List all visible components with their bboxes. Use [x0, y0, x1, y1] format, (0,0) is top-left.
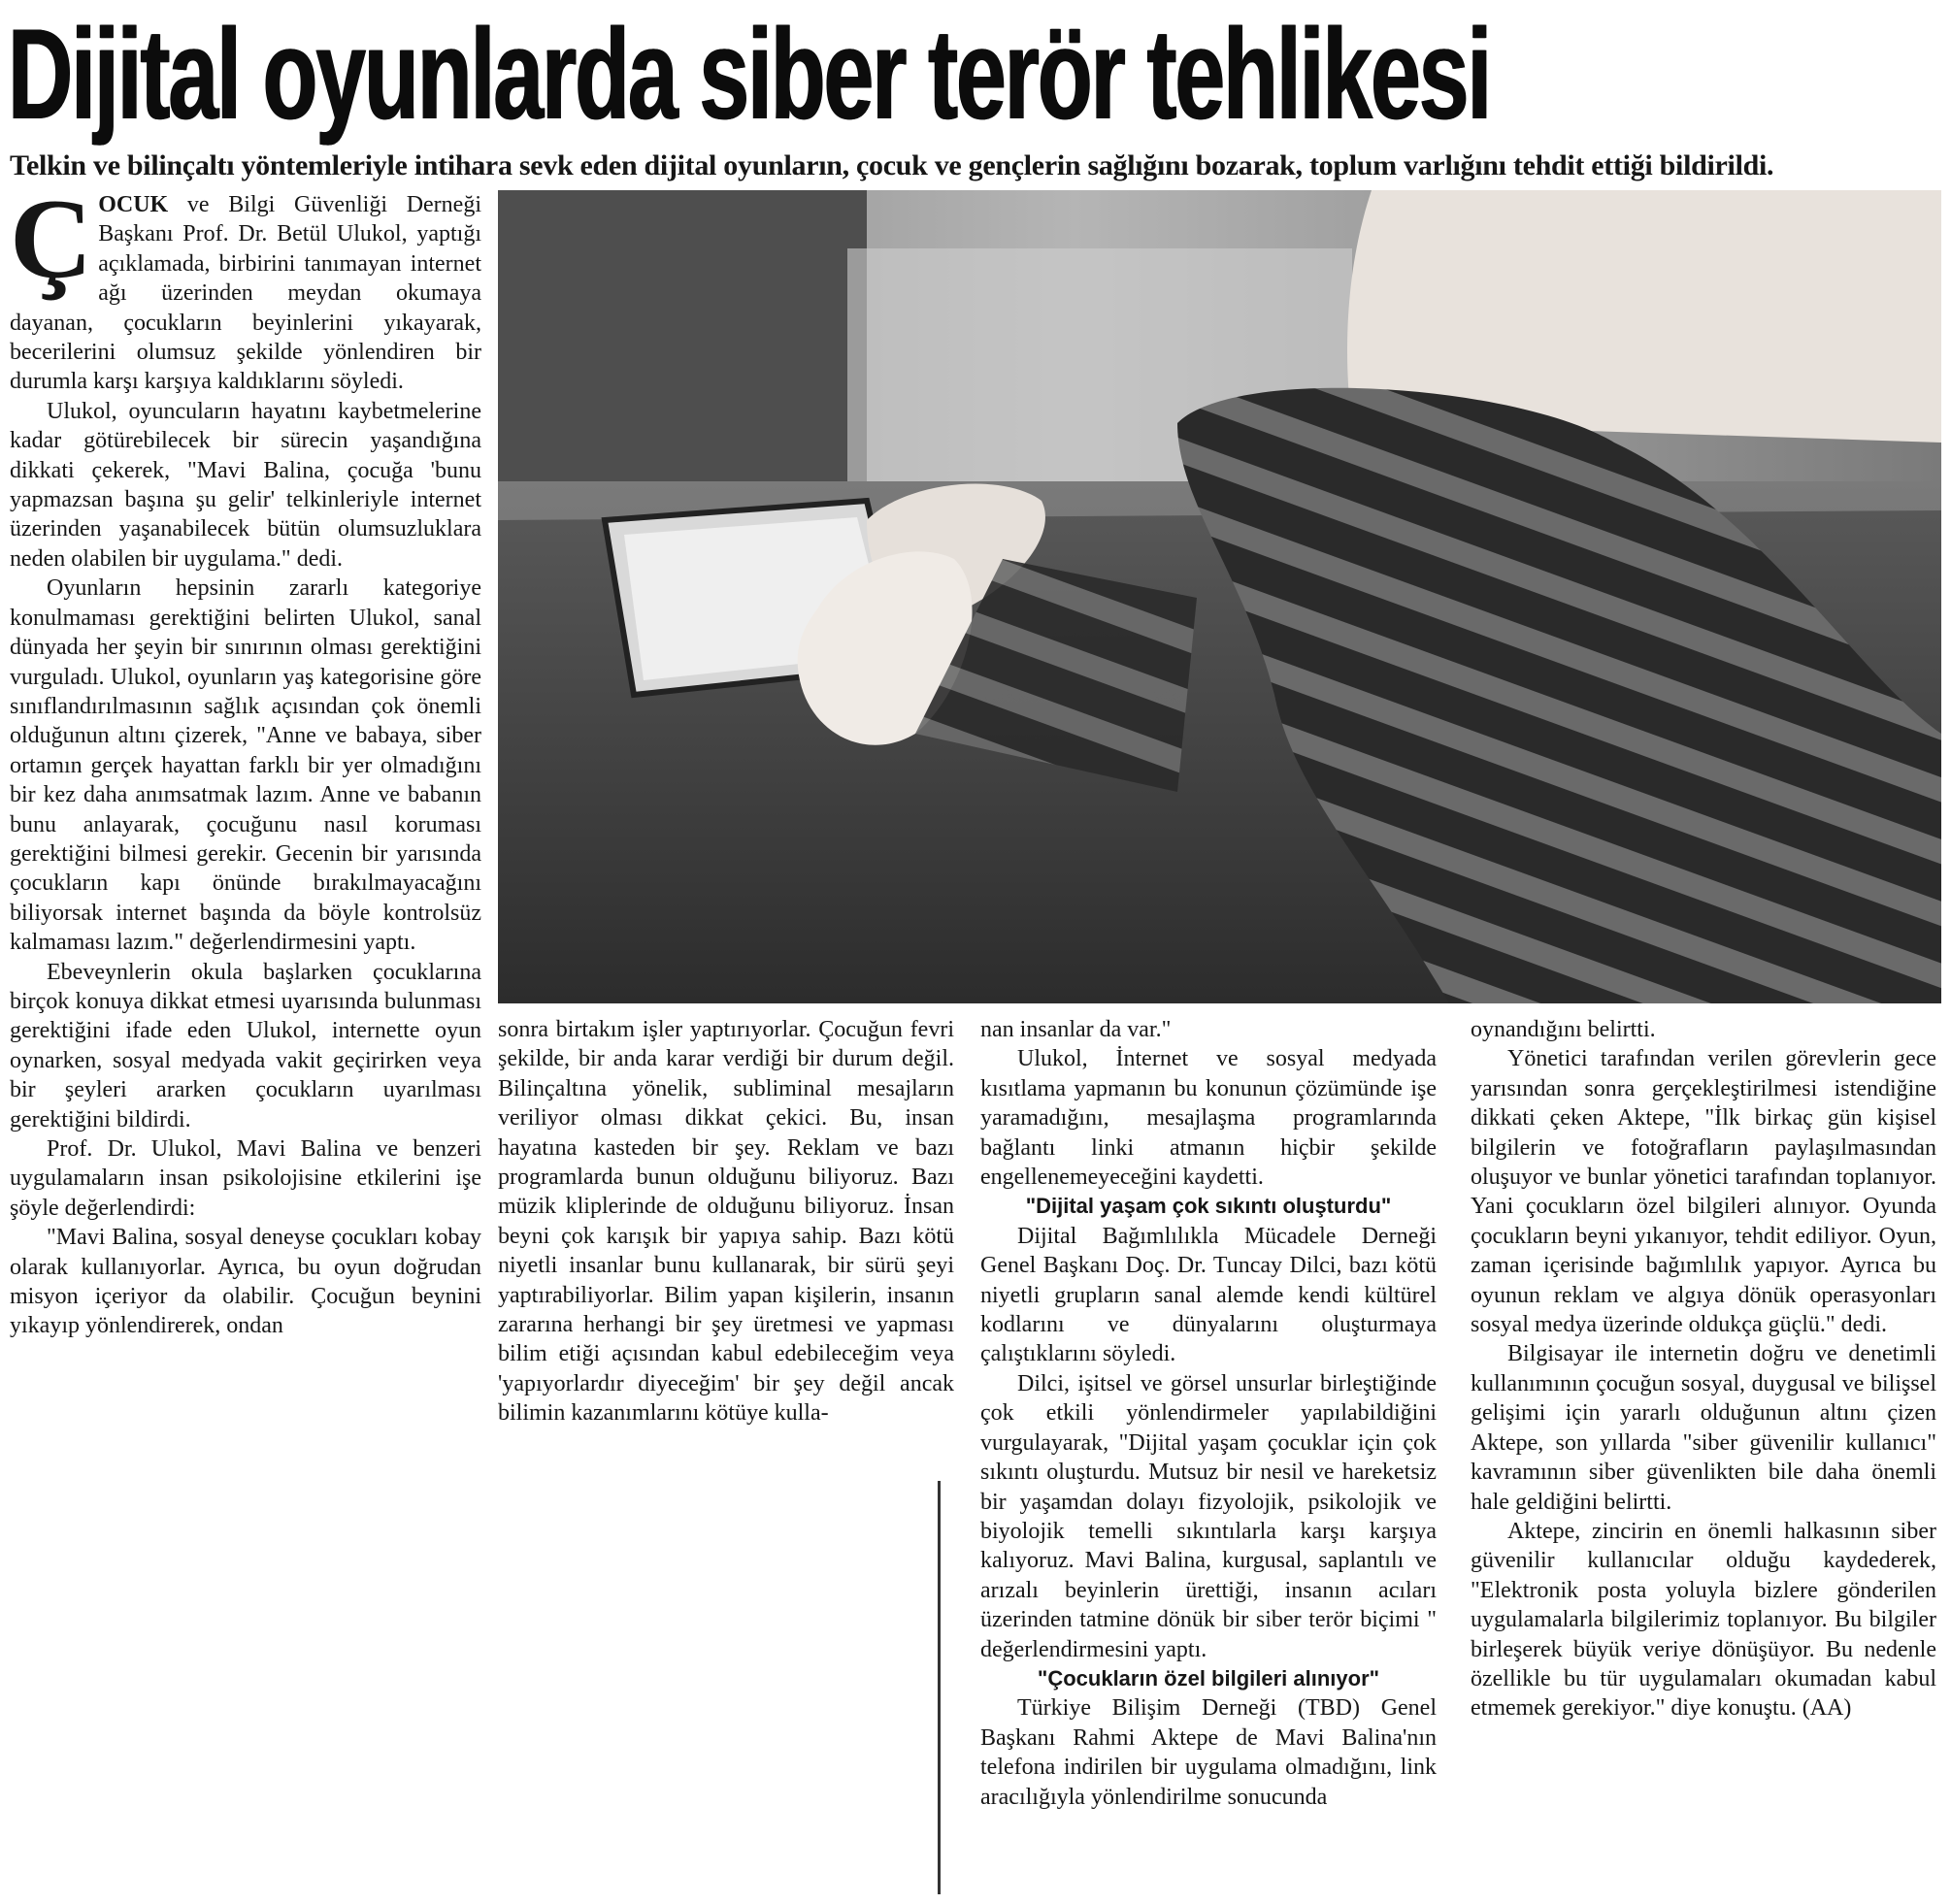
paragraph: nan insanlar da var." — [980, 1017, 1172, 1042]
paragraph: Yönetici tarafından verilen görevlerin gece yarısından sonra gerçekleştirilmesi istendiğine dikkati çeken Aktepe, "İlk birkaç gün kişisel bilgilerin ve fotoğrafların paylaşılmasından oluşuyor ve bunlar yönetici tarafından toplanıyor. Yani çocukların özel bilgileri alınıyor. Oyunda çocukların beyni yıkanıyor, tehdit ediliyor. Oyun, zaman içerisinde bağımlılık yapıyor. Ayrıca bu oyunun reklam ve algıya dönük operasyonları sosyal medya üzerinde oldukça güçlü." dedi. — [1471, 1046, 1936, 1338]
paragraph: sonra birtakım işler yaptırıyorlar. Çocuğun fevri şekilde, bir anda karar verdiği bir durum değil. Bilinçaltına yönelik, subliminal mesajların veriliyor olması dikkat çekici. Bu, insan hayatına kasteden bir şey. Reklam ve bazı programlarda bunun olduğunu biliyoruz. Bazı müzik kliplerinde de olduğunu biliyoruz. İnsan beyni çok karışık bir yapıya sahip. Bazı kötü niyetli insanlar bunu kullanarak, bir sürü şeyi yaptırabiliyorlar. Bilim yapan kişilerin, insanın zararına herhangi bir şey üretmesi ve yapması bilim etiği açısından kabul edebileceğim veya 'yapıyorlardır diyeceğim' bir şey değil ancak bilimin kazanımlarını kötüye kulla- — [498, 1017, 954, 1427]
paragraph: Ulukol, İnternet ve sosyal medyada kısıtlama yapmanın bu konunun çözümünde işe yaramadığını, mesajlaşma programlarında bağlantı linki atmanın hiçbir şekilde engellenemeyeceğini kaydetti. — [980, 1046, 1437, 1191]
article-column-3 — [980, 1015, 1437, 1888]
article-photo — [498, 190, 1941, 1003]
paragraph: Dijital Bağımlılıkla Mücadele Derneği Genel Başkanı Doç. Dr. Tuncay Dilci, bazı kötü niyetli grupların sanal alemde kendi kültürel kodlarını ve dünyalarını oluşturmaya çalıştıklarını söyledi. — [980, 1223, 1437, 1367]
child-tablet-illustration — [498, 190, 1941, 1003]
article-column-4 — [1471, 1015, 1936, 1888]
paragraph: Türkiye Bilişim Derneği (TBD) Genel Başkanı Rahmi Aktepe de Mavi Balina'nın telefona indirilen bir uygulama olmadığını, link aracılığıyla yönlendirilme sonucunda — [980, 1695, 1437, 1810]
dropcap: Ç — [10, 190, 93, 302]
paragraph: "Mavi Balina, sosyal deneyse çocukları kobay olarak kullanıyorlar. Ayrıca, bu oyun doğrudan misyon içeriyor da olabilir. Çocuğun beynini yıkayıp yönlendirerek, ondan — [10, 1225, 481, 1339]
paragraph: Prof. Dr. Ulukol, Mavi Balina ve benzeri uygulamaların insan psikolojisine etkilerini işe şöyle değerlendirdi: — [10, 1136, 481, 1221]
lead-word: OCUK — [98, 192, 169, 217]
paragraph: Aktepe, zincirin en önemli halkasının siber güvenilir kullanıcılar olduğu kaydederek, "Elektronik posta yoluyla bizlere gönderilen uygulamalarla bilgilerimiz toplanıyor. Bu bilgiler birleşerek büyük veriye dönüşüyor. Bu nedenle özellikle bu tür uygulamaları okumadan kabul etmemek gerekiyor." diye konuştu. (AA) — [1471, 1518, 1936, 1722]
headline: Dijital oyunlarda siber terör tehlikesi — [8, 3, 1491, 147]
paragraph-text: ve Bilgi Güvenliği Derneği Başkanı Prof. Dr. Betül Ulukol, yaptığı açıklamada, birbirini tanımayan internet ağı üzerinden meydan okumaya dayanan, çocukların beyinlerini yıkayarak, becerilerini olumsuz şekilde yönlendiren bir durumla karşı karşıya kaldıklarını söyledi. — [10, 192, 481, 395]
article-column-1 — [10, 190, 481, 1458]
section-subhead: "Dijital yaşam çok sıkıntı oluşturdu" — [1025, 1194, 1392, 1219]
paragraph: Oyunların hepsinin zararlı kategoriye konulmaması gerektiğini belirten Ulukol, sanal dünyada her şeyin bir sınırının olması gerektiğini vurguladı. Ulukol, oyunların yaş kategorisine göre sınıflandırılmasının sağlık açısından çok önemli olduğunun altını çizerek, "Anne ve babaya, siber ortamın gerçek hayattan farklı bir yer olmadığını bir kez daha anımsatmak lazım. Anne ve babanın bunu anlayarak, çocuğunu nasıl koruması gerektiğini bilmesi gerekir. Gecenin bir yarısında çocukların kapı önünde bırakılmayacağını biliyorsak internet başında da böyle kontrolsüz kalmaması lazım." değerlendirmesini yaptı. — [10, 575, 481, 956]
paragraph: Dilci, işitsel ve görsel unsurlar birleştiğinde çok etkili yönlendirmeler yapılabildiğini vurgulayarak, "Dijital yaşam çocuklar için çok sıkıntı oluşturdu. Mutsuz bir nesil ve hareketsiz bir yaşamdan dolayı fizyolojik, psikolojik ve biyolojik temelli sıkıntılarla karşı karşıya kalıyoruz. Mavi Balina, kurgusal, saplantılı ve arızalı beyinlerin ürettiği, insanın acıları üzerinden tatmine dönük bir siber terör biçimi " değerlendirmesini yaptı. — [980, 1370, 1437, 1662]
paragraph: Bilgisayar ile internetin doğru ve denetimli kullanımının çocuğun sosyal, duygusal ve bilişsel gelişimi için yararlı olduğunun altını çizen Aktepe, son yıllarda "siber güvenilir kullanıcı" kavramının siber güvenlikten bile daha önemli hale geldiğini belirtti. — [1471, 1341, 1936, 1515]
subheadline: Telkin ve bilinçaltı yöntemleriyle intihara sevk eden dijital oyunların, çocuk ve gençlerin sağlığını bozarak, toplum varlığını tehdit ettiği bildirildi. — [10, 149, 1774, 181]
section-subhead: "Çocukların özel bilgileri alınıyor" — [1037, 1665, 1380, 1691]
article-column-2 — [498, 1015, 954, 1477]
paragraph — [10, 190, 481, 397]
paragraph: oynandığını belirtti. — [1471, 1017, 1656, 1042]
paragraph: Ulukol, oyuncuların hayatını kaybetmelerine kadar götürebilecek bir sürecin yaşandığına dikkati çekerek, "Mavi Balina, çocuğa 'bunu yapmazsan başına şu gelir' telkinleriyle internet üzerinden yaşanabilecek bütün olumsuzluklara neden olabilen bir uygulama." dedi. — [10, 398, 481, 572]
paragraph: Ebeveynlerin okula başlarken çocuklarına birçok konuya dikkat etmesi uyarısında bulunması gerektiğini ifade eden Ulukol, internette oyun oynarken, sosyal medyada vakit geçirirken veya bir şeyleri ararken çocukların uyarılması gerektiğini bildirdi. — [10, 959, 481, 1133]
column-divider — [938, 1481, 941, 1894]
